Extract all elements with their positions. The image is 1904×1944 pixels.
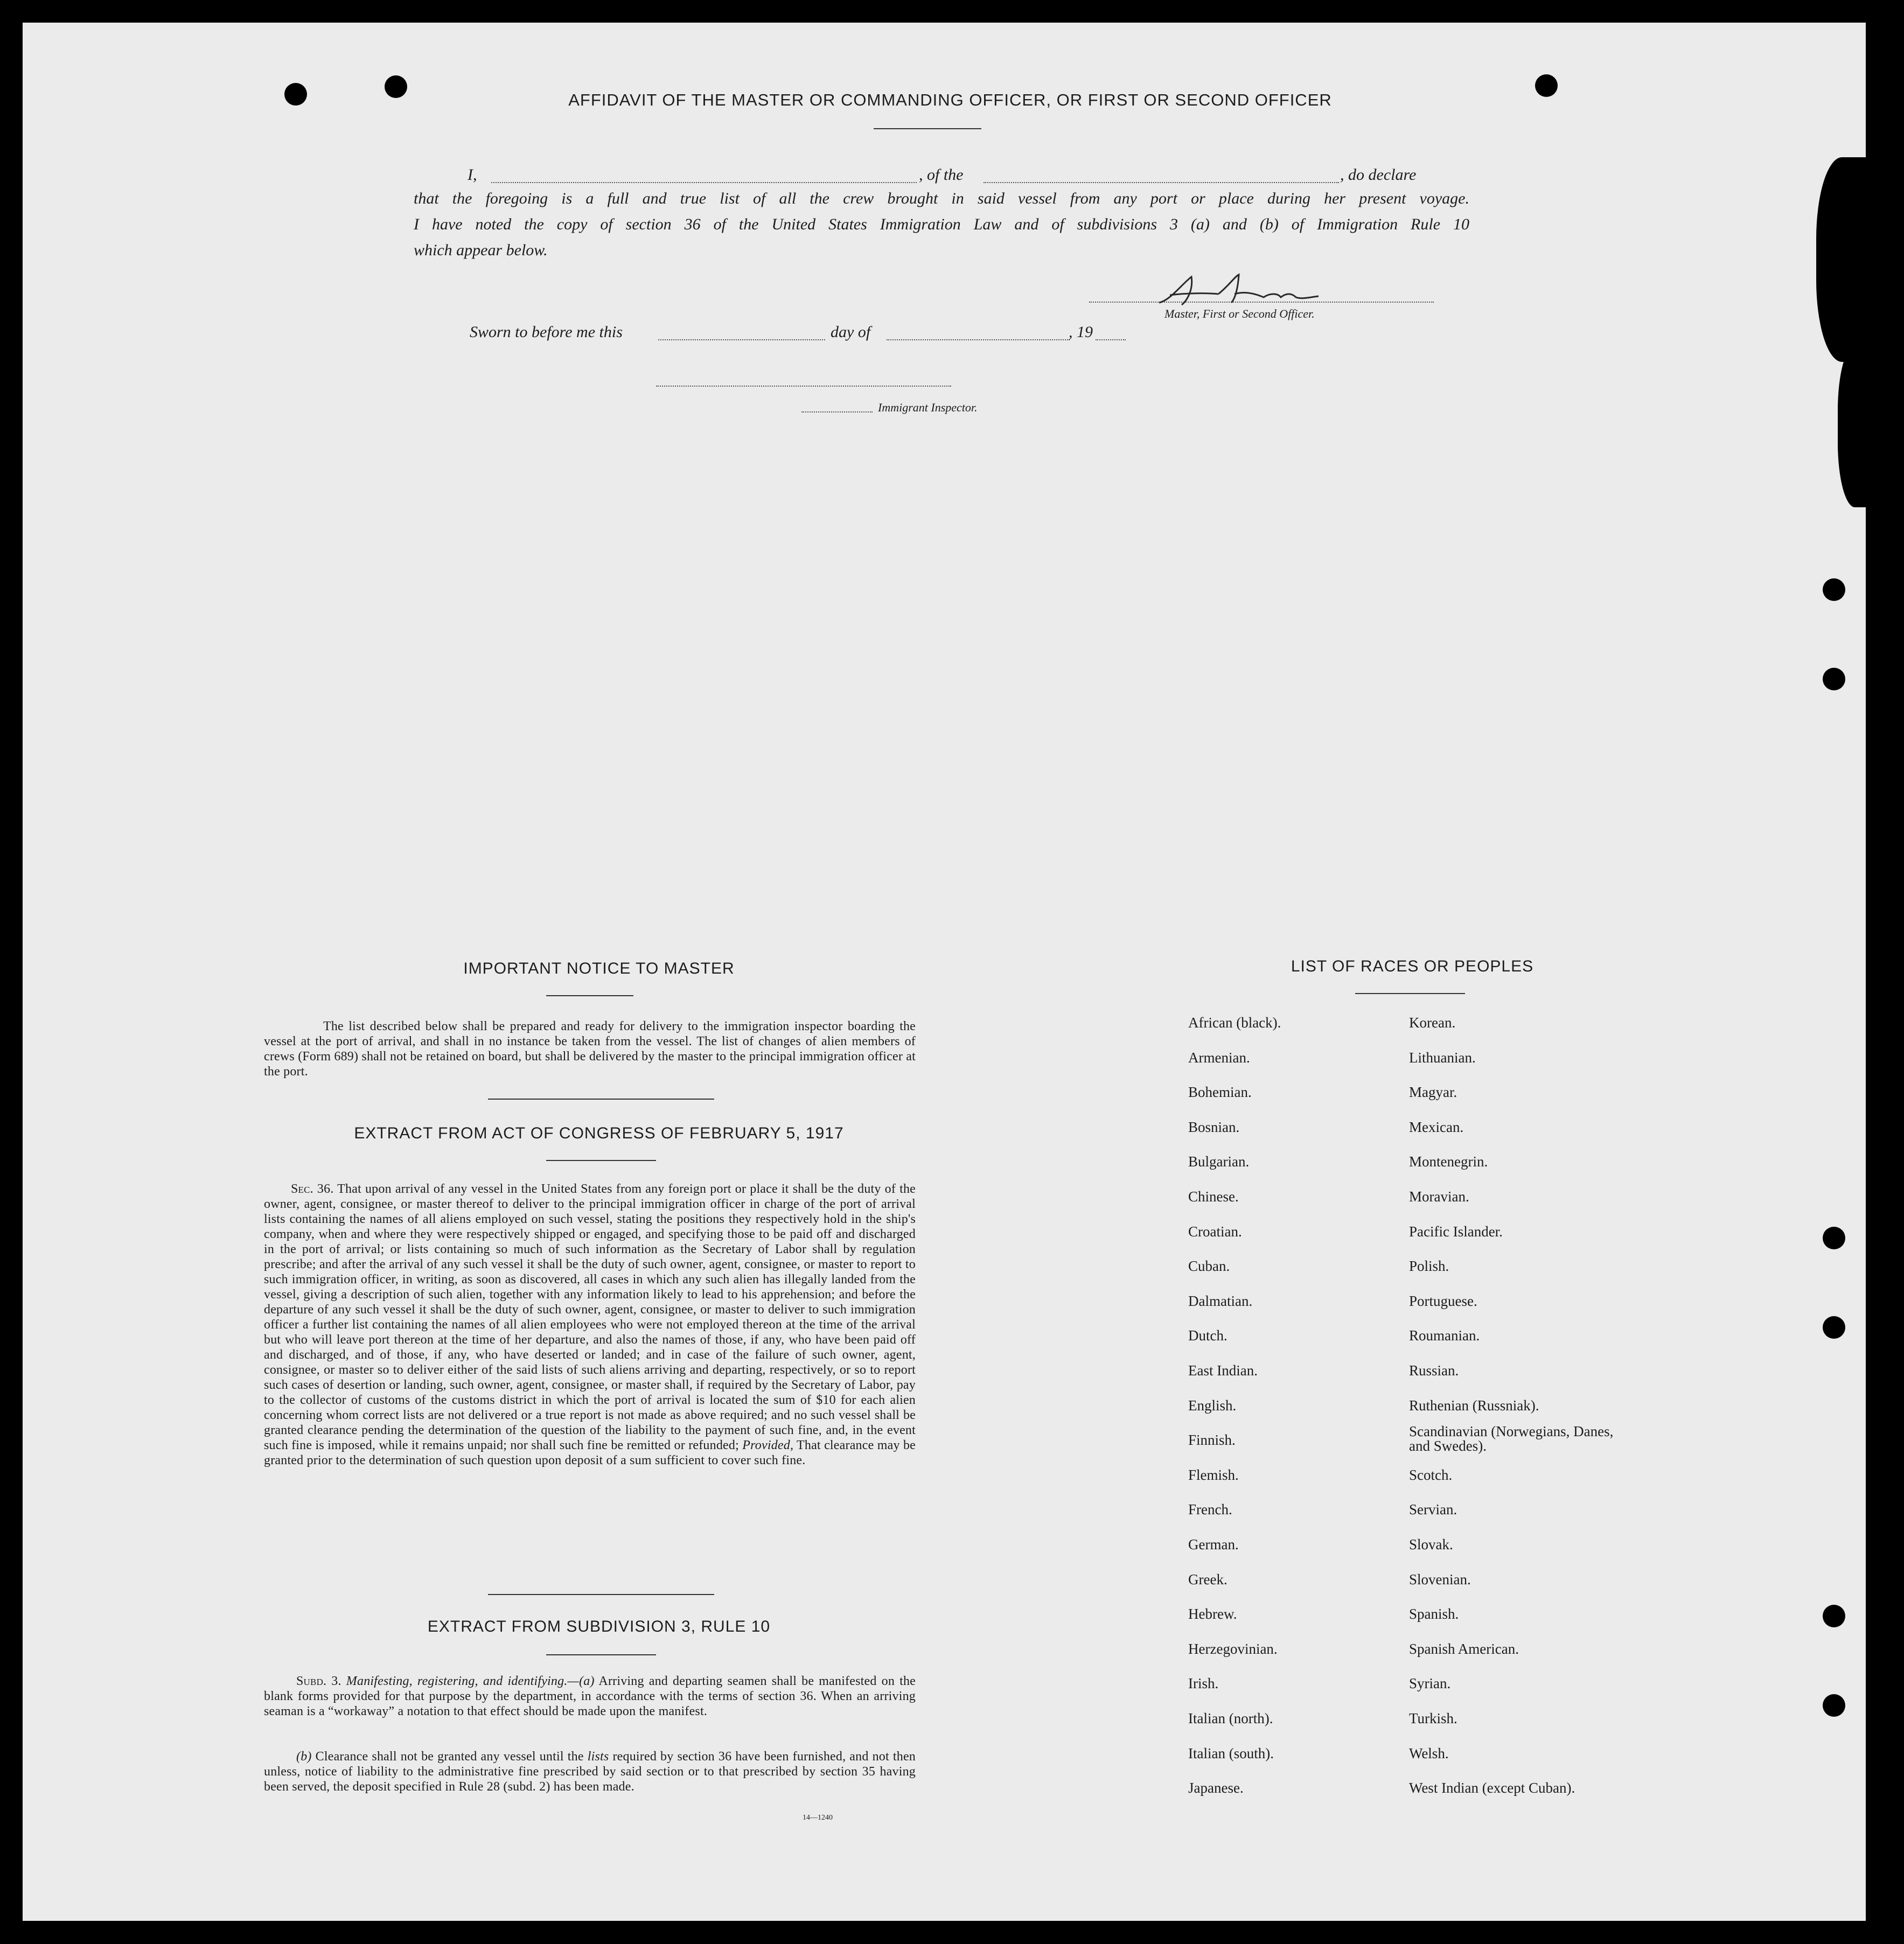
day-of-label: day of — [831, 323, 871, 341]
race-item: Bulgarian. — [1188, 1153, 1250, 1170]
race-item: Montenegrin. — [1409, 1153, 1488, 1170]
race-item: African (black). — [1188, 1015, 1281, 1031]
race-item: East Indian. — [1188, 1362, 1258, 1379]
notice-text-content: The list described below shall be prepared and ready for delivery to the immigration inspector boarding the vessel at the port of arrival, and shall in no instance be taken from the vessel. The list of changes of alien members of crews (Form 689) shall not be retained on board, but shall be delivered by the master to the principal immigration officer at the port. — [264, 1019, 916, 1079]
race-item: Dalmatian. — [1188, 1292, 1253, 1309]
race-item: French. — [1188, 1501, 1232, 1518]
rule-text-b2: required by section 36 have been furnished, and not then unless, notice of liability to the administrative fine prescribed by said section or to that prescribed by section 35 having been served, the deposit specified in Rule 28 (subd. 2) has been made. — [264, 1750, 916, 1794]
rule-text-b — [264, 1749, 916, 1794]
race-item: Dutch. — [1188, 1327, 1228, 1344]
act-title: EXTRACT FROM ACT OF CONGRESS OF FEBRUARY 5, 1917 — [354, 1124, 844, 1142]
notice-title: IMPORTANT NOTICE TO MASTER — [463, 960, 735, 977]
form-number: 14—1240 — [803, 1814, 833, 1822]
race-item: Japanese. — [1188, 1780, 1244, 1796]
race-item: Bosnian. — [1188, 1118, 1240, 1135]
race-item: Scandinavian (Norwegians, Danes, and Swedes). — [1409, 1423, 1614, 1454]
rule-subd-label: Subd. 3. — [296, 1674, 341, 1688]
rule-text-b-lists: lists — [587, 1750, 609, 1764]
race-item: Polish. — [1409, 1258, 1449, 1275]
rule-text-b1: Clearance shall not be granted any vessel until the — [315, 1750, 584, 1764]
torn-edge — [1838, 346, 1866, 507]
inspector-label: Immigrant Inspector. — [878, 401, 978, 414]
race-item: Irish. — [1188, 1675, 1219, 1692]
race-item: Roumanian. — [1409, 1327, 1480, 1344]
punch-hole — [1823, 668, 1845, 690]
race-item: English. — [1188, 1397, 1237, 1414]
race-item: Mexican. — [1409, 1118, 1464, 1135]
act-text — [264, 1181, 916, 1468]
torn-edge — [1816, 157, 1866, 362]
inspector-signature-line — [656, 386, 951, 387]
signature-mark — [1148, 269, 1364, 312]
punch-hole — [1823, 1694, 1845, 1717]
race-item: Scotch. — [1409, 1466, 1453, 1483]
affidavit-line-4: which appear below. — [414, 241, 548, 259]
punch-hole — [1823, 1227, 1845, 1249]
sworn-month-field[interactable] — [887, 339, 1070, 340]
race-item: Flemish. — [1188, 1466, 1239, 1483]
race-item: Bohemian. — [1188, 1084, 1252, 1101]
race-item: Syrian. — [1409, 1675, 1451, 1692]
race-item: Russian. — [1409, 1362, 1459, 1379]
race-item: Herzegovinian. — [1188, 1640, 1278, 1657]
race-item: Cuban. — [1188, 1258, 1230, 1275]
act-provided: Provided, — [742, 1438, 794, 1452]
race-item: Hebrew. — [1188, 1606, 1237, 1623]
punch-hole — [1823, 1316, 1845, 1339]
race-item: Welsh. — [1409, 1745, 1449, 1761]
notice-title-underline — [546, 995, 633, 996]
race-item: Ruthenian (Russniak). — [1409, 1397, 1539, 1414]
race-item: Turkish. — [1409, 1710, 1457, 1726]
affidavit-do-declare-label: , do declare — [1340, 166, 1417, 184]
year-label: , 19 — [1069, 323, 1093, 341]
race-item: Slovak. — [1409, 1536, 1453, 1553]
punch-hole — [1823, 1605, 1845, 1627]
signature-label: Master, First or Second Officer. — [1164, 307, 1315, 320]
separator — [488, 1099, 714, 1100]
race-item: Croatian. — [1188, 1223, 1242, 1240]
rule-text-a — [264, 1674, 916, 1719]
rule-title-underline — [546, 1654, 656, 1655]
sworn-label: Sworn to before me this — [470, 323, 623, 341]
affidavit-of-the-label: , of the — [919, 166, 964, 184]
races-title: LIST OF RACES OR PEOPLES — [1291, 957, 1534, 975]
punch-hole — [1823, 578, 1845, 601]
title-underline — [874, 128, 981, 129]
affidavit-title: AFFIDAVIT OF THE MASTER OR COMMANDING OFFICER, OR FIRST OR SECOND OFFICER — [568, 90, 1332, 109]
act-section-label: Sec. 36. — [291, 1182, 334, 1196]
notice-text — [264, 1019, 916, 1079]
race-item: Servian. — [1409, 1501, 1457, 1518]
race-item: Slovenian. — [1409, 1571, 1471, 1588]
rule-b-label: (b) — [296, 1750, 312, 1764]
race-item: Pacific Islander. — [1409, 1223, 1503, 1240]
act-text-body: That upon arrival of any vessel in the United States from any foreign port or place it shall be the duty of the owner, agent, consignee, or master thereof to deliver to the principal immigration officer in charge of the port of arrival lists containing the names of all aliens employed on such vessel, stating the positions they respectively hold in the ship's company, when and where they were respectively shipped or engaged, and specifying those to be paid off and discharged in the port of arrival; or lists containing so much of such information as the Secretary of Labor shall by regulation prescribe; and after the arrival of any such vessel it shall be the duty of such owner, agent, consignee, or master to report to such immigration officer, in writing, as soon as discovered, all cases in which any such alien has illegally landed from the vessel, giving a description of such alien, together with any information likely to lead to his apprehension; and before the departure of any such vessel it shall be the duty of such owner, agent, consignee, or master to deliver to such immigration officer a further list containing the names of all alien employees who were not employed thereon at the time of the arrival but who will leave port thereon at the time of her departure, and also the names of those, if any, who have been paid off and discharged, and of those, if any, who have deserted or landed; and in case of the failure of such owner, agent, consignee, or master so to deliver either of the said lists of such aliens arriving and departing, respectively, or so to report such cases of desertion or landing, such owner, agent, consignee, or master shall, if required by the Secretary of Labor, pay to the collector of customs of the customs district in which the port of arrival is located the sum of $10 for each alien concerning whom correct lists are not delivered or a true report is not made as above required; and no such vessel shall be granted clearance pending the determination of the question of the liability to the payment of such fine, and, in the event such fine is imposed, while it remains unpaid; nor shall such fine be remitted or refunded; — [264, 1182, 916, 1452]
race-item: West Indian (except Cuban). — [1409, 1780, 1575, 1796]
race-item: Italian (north). — [1188, 1710, 1273, 1726]
race-item: Greek. — [1188, 1571, 1228, 1588]
race-item: Korean. — [1409, 1015, 1456, 1031]
race-item: Spanish American. — [1409, 1640, 1519, 1657]
document-page — [23, 23, 1866, 1921]
race-item: Chinese. — [1188, 1188, 1239, 1205]
race-item: Finnish. — [1188, 1432, 1236, 1449]
race-item: Portuguese. — [1409, 1292, 1477, 1309]
position-field[interactable] — [984, 182, 1339, 183]
sworn-year-field[interactable] — [1096, 339, 1126, 340]
rule-subd-title: Manifesting, registering, and identifying.—(a) — [346, 1674, 595, 1688]
race-item: Italian (south). — [1188, 1745, 1274, 1761]
affidavit-i-label: I, — [468, 166, 477, 184]
races-title-underline — [1355, 993, 1465, 994]
race-item: Armenian. — [1188, 1049, 1250, 1066]
race-item: Magyar. — [1409, 1084, 1457, 1101]
race-item: German. — [1188, 1536, 1239, 1553]
affidavit-line-3: I have noted the copy of section 36 of the United States Immigration Law and of subdivisions 3 (a) and (b) of Immigration Rule 10 — [414, 215, 1469, 233]
rule-title: EXTRACT FROM SUBDIVISION 3, RULE 10 — [427, 1618, 771, 1635]
sworn-day-field[interactable] — [658, 339, 825, 340]
race-item: Moravian. — [1409, 1188, 1469, 1205]
separator — [488, 1594, 714, 1595]
punch-hole — [284, 83, 307, 106]
name-field[interactable] — [491, 182, 917, 183]
act-title-underline — [546, 1160, 656, 1161]
inspector-label-leader — [801, 411, 873, 412]
rule-text-a-body: Arriving and departing seamen shall be manifested on the blank forms provided for that purpose by the department, in accordance with the terms of section 36. When an arriving seaman is a “workaway” a notation to that effect should be made upon the manifest. — [264, 1674, 916, 1718]
affidavit-line-2: that the foregoing is a full and true list of all the crew brought in said vessel from any port or place during her present voyage. — [414, 190, 1469, 207]
race-item: Spanish. — [1409, 1606, 1459, 1623]
race-item: Lithuanian. — [1409, 1049, 1476, 1066]
act-text-end: That clearance may be granted prior to the determination of such question upon deposit of a sum sufficient to cover such fine. — [264, 1438, 916, 1467]
